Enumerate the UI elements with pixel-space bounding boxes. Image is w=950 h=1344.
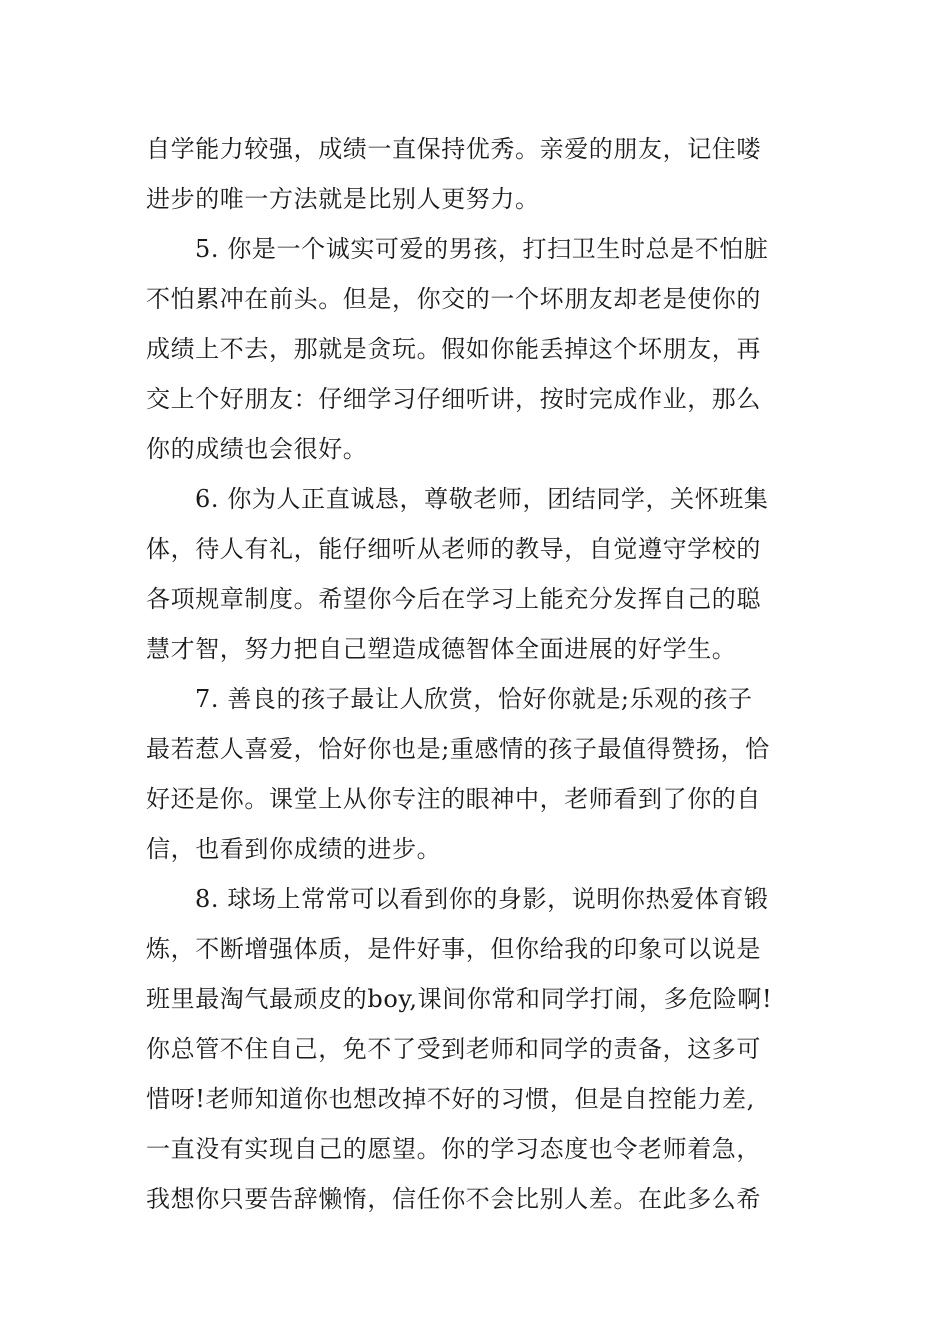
- paragraph-6-start: 6. 你为人正直诚恳，尊敬老师，团结同学，关怀班集: [195, 485, 769, 513]
- text-line: 我想你只要告辞懒惰，信任你不会比别人差。在此多么希: [146, 1185, 761, 1213]
- text-line: 慧才智，努力把自己塑造成德智体全面进展的好学生。: [146, 635, 737, 663]
- text-line: 好还是你。课堂上从你专注的眼神中，老师看到了你的自: [146, 785, 761, 813]
- text-line: 最若惹人喜爱，恰好你也是;重感情的孩子最值得赞扬，恰: [146, 735, 770, 763]
- text-line: 一直没有实现自己的愿望。你的学习态度也令老师着急，: [146, 1135, 761, 1163]
- paragraph-5-start: 5. 你是一个诚实可爱的男孩，打扫卫生时总是不怕脏: [195, 235, 769, 263]
- text-line: 你的成绩也会很好。: [146, 435, 368, 463]
- text-line: 进步的唯一方法就是比别人更努力。: [146, 185, 540, 213]
- text-line: 你总管不住自己，免不了受到老师和同学的责备，这多可: [146, 1035, 761, 1063]
- text-line: 班里最淘气最顽皮的boy,课间你常和同学打闹，多危险啊!: [146, 985, 773, 1013]
- text-line: 各项规章制度。希望你今后在学习上能充分发挥自己的聪: [146, 585, 761, 613]
- paragraph-8-start: 8. 球场上常常可以看到你的身影，说明你热爱体育锻: [195, 885, 769, 913]
- text-line: 炼，不断增强体质，是件好事，但你给我的印象可以说是: [146, 935, 761, 963]
- text-line: 体，待人有礼，能仔细听从老师的教导，自觉遵守学校的: [146, 535, 761, 563]
- text-line: 自学能力较强，成绩一直保持优秀。亲爱的朋友，记住喽: [146, 135, 761, 163]
- paragraph-7-start: 7. 善良的孩子最让人欣赏，恰好你就是;乐观的孩子: [195, 685, 753, 713]
- text-line: 惜呀!老师知道你也想改掉不好的习惯，但是自控能力差,: [146, 1085, 755, 1113]
- text-line: 交上个好朋友：仔细学习仔细听讲，按时完成作业，那么: [146, 385, 761, 413]
- text-line: 信，也看到你成绩的进步。: [146, 835, 442, 863]
- text-line: 不怕累冲在前头。但是，你交的一个坏朋友却老是使你的: [146, 285, 761, 313]
- text-line: 成绩上不去，那就是贪玩。假如你能丢掉这个坏朋友，再: [146, 335, 761, 363]
